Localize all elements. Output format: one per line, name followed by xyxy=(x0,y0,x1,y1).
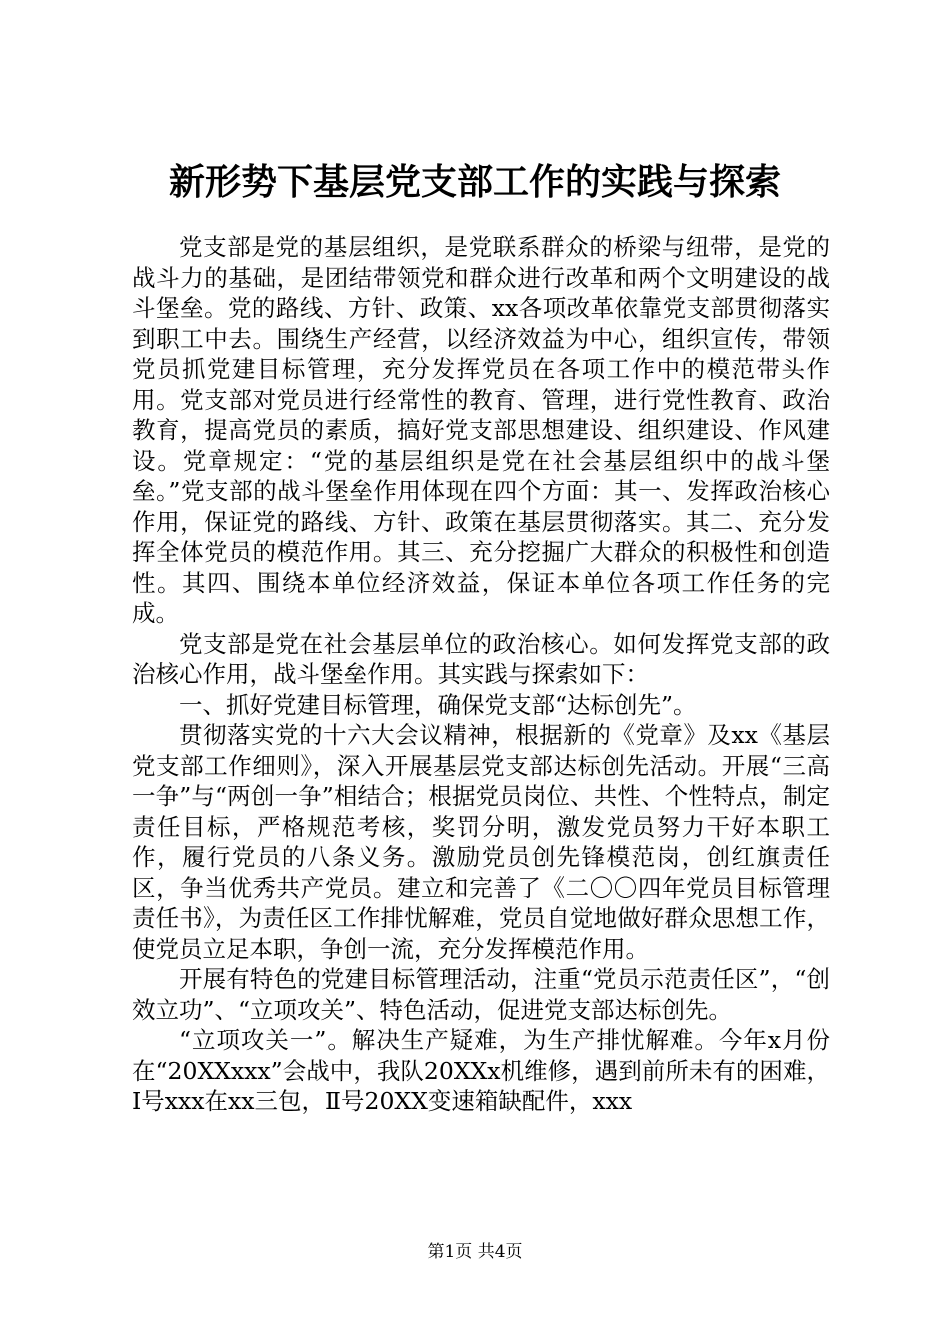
section-heading-1: 一、抓好党建目标管理，确保党支部“达标创先”。 xyxy=(179,690,697,719)
paragraph-5: “立项攻关一”。解决生产疑难，为生产排忧解难。今年x月份在“20XXxxx”会战中，我队20XXx机维修，遇到前所未有的困难，Ⅰ号xxx在xx三包，Ⅱ号20XX变速箱缺配件，xxx xyxy=(132,1026,830,1115)
document-body xyxy=(132,232,830,1117)
paragraph-1: 党支部是党的基层组织，是党联系群众的桥梁与纽带，是党的战斗力的基础，是团结带领党和群众进行改革和两个文明建设的战斗堡垒。党的路线、方针、政策、xx各项改革依靠党支部贯彻落实到职工中去。围绕生产经营，以经济效益为中心，组织宣传，带领党员抓党建目标管理，充分发挥党员在各项工作中的模范带头作用。党支部对党员进行经常性的教育、管理，进行党性教育、政治教育，提高党员的素质，搞好党支部思想建设、组织建设、作风建设。党章规定：“党的基层组织是党在社会基层组织中的战斗堡垒。”党支部的战斗堡垒作用体现在四个方面：其一、发挥政治核心作用，保证党的路线、方针、政策在基层贯彻落实。其二、充分发挥全体党员的模范作用。其三、充分挖掘广大群众的积极性和创造性。其四、围绕本单位经济效益，保证本单位各项工作任务的完成。 xyxy=(132,233,830,627)
page-footer: 第1页 共4页 xyxy=(427,1242,523,1262)
paragraph-2: 党支部是党在社会基层单位的政治核心。如何发挥党支部的政治核心作用，战斗堡垒作用。其实践与探索如下： xyxy=(132,629,830,688)
paragraph-4: 开展有特色的党建目标管理活动，注重“党员示范责任区”，“创效立功”、“立项攻关”、特色活动，促进党支部达标创先。 xyxy=(132,965,830,1024)
document-title: 新形势下基层党支部工作的实践与探索 xyxy=(168,161,781,203)
paragraph-3: 贯彻落实党的十六大会议精神，根据新的《党章》及xx《基层党支部工作细则》，深入开展基层党支部达标创先活动。开展“三高一争”与“两创一争”相结合；根据党员岗位、共性、个性特点，制定责任目标，严格规范考核，奖罚分明，激发党员努力干好本职工作，履行党员的八条义务。激励党员创先锋模范岗，创红旗责任区，争当优秀共产党员。建立和完善了《二〇〇四年党员目标管理责任书》，为责任区工作排忧解难，党员自觉地做好群众思想工作，使党员立足本职，争创一流，充分发挥模范作用。 xyxy=(132,721,830,963)
